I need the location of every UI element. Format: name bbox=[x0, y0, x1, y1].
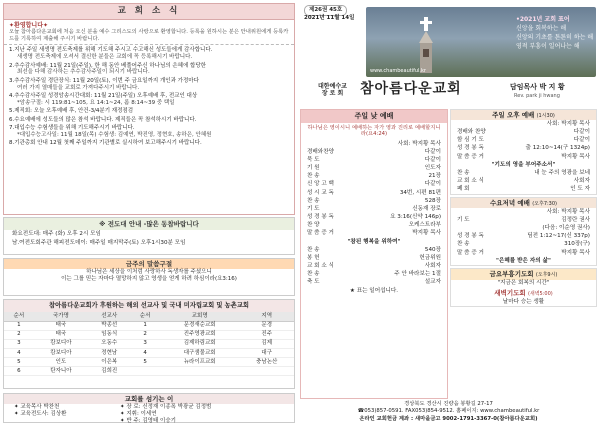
wednesday-order bbox=[451, 208, 596, 265]
notice-item-main: 2.추수감사예배: 11월 21일(주일), 한 해 동안 베풀어주신 하나님의 은혜에 합당한 bbox=[9, 62, 206, 69]
denomination-line: 대한예수교 bbox=[318, 83, 347, 90]
welcome-title: ✦환영합니다✦ bbox=[9, 21, 49, 29]
order-person: 인도자 bbox=[424, 165, 441, 172]
servants-grid bbox=[4, 404, 294, 424]
order-row bbox=[457, 249, 590, 257]
servants-left bbox=[4, 404, 120, 424]
notice-item bbox=[9, 140, 289, 147]
dawn-title: 새벽기도회 (새벽5:00) bbox=[451, 288, 596, 298]
mission-header-row bbox=[4, 312, 294, 321]
friday-prayer-section bbox=[450, 268, 597, 307]
right-column bbox=[300, 3, 597, 421]
order-row bbox=[457, 128, 590, 136]
weekly-verse-section bbox=[3, 258, 295, 296]
order-row bbox=[457, 145, 590, 153]
order-item: 축 도 bbox=[307, 279, 320, 286]
order-person: 34번, 시편 81편 bbox=[399, 189, 441, 196]
mission-row bbox=[4, 330, 294, 339]
mission-cell: 정현남 bbox=[88, 348, 130, 357]
mission-col-header: 지역 bbox=[239, 312, 294, 321]
mission-cell: 충남논산 bbox=[239, 357, 294, 366]
church-contact: ☎053)857-0591. FAX053)854-9512. 홈페이지: www.chambeautiful.kr bbox=[357, 408, 540, 415]
servants-right bbox=[120, 404, 294, 424]
issue-date: 2021년 11월 14일 bbox=[304, 15, 355, 21]
order-item: 폐 회 bbox=[457, 186, 470, 193]
order-item: 말 씀 증 거 bbox=[307, 230, 334, 237]
other-worship-column bbox=[450, 109, 597, 399]
notice-item bbox=[9, 63, 289, 77]
mission-cell: 4 bbox=[4, 348, 34, 357]
order-row bbox=[457, 233, 590, 241]
order-item: 찬 송 bbox=[307, 271, 320, 278]
order-row bbox=[457, 177, 590, 185]
motto-title: •2021년 교회 표어 bbox=[516, 16, 570, 23]
mission-col-header: 국가명 bbox=[34, 312, 89, 321]
order-row bbox=[457, 169, 590, 177]
order-item: 성 시 교 독 bbox=[307, 189, 334, 196]
church-footer bbox=[300, 401, 597, 421]
mission-cell: 5 bbox=[130, 357, 160, 366]
pastor-name-en: Rev. park ji hwang bbox=[514, 93, 560, 99]
notice-item-main: 8.기관총회 안내 12월 첫째 주일까지 기관별로 실시하여 보고해주시기 바랍니다. bbox=[9, 140, 202, 147]
order-row bbox=[307, 279, 441, 287]
order-row bbox=[307, 246, 441, 254]
notice-item bbox=[9, 47, 289, 61]
friday-line: "지금은 회복의 시간" bbox=[497, 280, 550, 287]
mission-cell: 문경새순교회 bbox=[160, 321, 239, 330]
servant-line: ✦ 교육목사 박찬천 bbox=[14, 404, 60, 411]
order-person: 주 안 바라보는 1절 bbox=[394, 271, 441, 278]
order-row bbox=[307, 148, 441, 156]
mission-row bbox=[4, 339, 294, 348]
order-row bbox=[307, 222, 441, 230]
mission-cell: 진주영광교회 bbox=[160, 330, 239, 339]
notice-item bbox=[9, 117, 289, 124]
notice-item-main: 7.대입수능 수험생들을 위해 기도해주시기 바랍니다. bbox=[9, 125, 135, 132]
mission-cell: 4 bbox=[130, 348, 160, 357]
evangelism-item: 남.여전도회주관 해피전도데이: 매주일 매지막주(토) 오후1시30분 모임 bbox=[12, 240, 186, 247]
photo-website: www.chambeautiful.kr bbox=[370, 67, 426, 74]
church-news-section bbox=[3, 3, 295, 215]
order-item: 신 앙 고 백 bbox=[307, 181, 334, 188]
order-item: 찬 송 bbox=[307, 173, 320, 180]
order-item: 말 씀 증 거 bbox=[457, 249, 484, 256]
notice-item-sub: 여러 가지 열매들을 교회로 가져다주시기 바랍니다. bbox=[17, 84, 140, 91]
mission-cell: 태국 bbox=[34, 321, 89, 330]
friday-line-wrap bbox=[451, 280, 596, 288]
welcome-text: 오늘 참아름다운교회에 처음 오신 분을 예수 그리스도의 사랑으로 환영합니다. 등록을 원하시는 분은 안내위원에게 등록카드를 기록하여 제출해 주시기 바랍니다. bbox=[9, 29, 289, 42]
order-item: 묵 도 bbox=[307, 156, 320, 163]
order-person: 박지황 목사 bbox=[561, 153, 590, 160]
mission-cell: 대구 bbox=[239, 348, 294, 357]
order-row bbox=[307, 230, 441, 238]
sunday-order bbox=[301, 140, 447, 295]
order-person: 요 3:16(신약 146p) bbox=[390, 214, 441, 221]
order-item: 경배와찬양 bbox=[307, 148, 335, 155]
welcome-block bbox=[4, 20, 294, 46]
sunday-worship-section bbox=[300, 109, 448, 399]
servant-line: ✦ 장 로: 신정재 이종폭 박광균 김정범 bbox=[120, 404, 212, 411]
order-row bbox=[307, 164, 441, 172]
mission-col-header: 순서 bbox=[4, 312, 34, 321]
weekly-verse-line: 하나님은 세상을 이처럼 사랑하사 독생자를 주셨으니 bbox=[86, 269, 212, 276]
order-person: 내 눈 주의 영광을 보네 bbox=[534, 169, 590, 176]
servant-line: ✦ 교육전도사: 김상환 bbox=[14, 411, 67, 417]
sunday-afternoon-section bbox=[450, 109, 597, 195]
mission-cell: 김제 bbox=[239, 339, 294, 348]
order-item: 교 회 소 식 bbox=[307, 263, 334, 270]
order-row bbox=[307, 214, 441, 222]
dawn-line: 날마다 승는 생활 bbox=[502, 298, 545, 305]
order-item: 함 심 기 도 bbox=[457, 137, 484, 144]
order-item: 봉 헌 bbox=[307, 254, 320, 261]
notice-item-main: 3.추수감사주일 경단장식: 11월 20일(토), 이번 주 금요일까지 개인과 가정마다 bbox=[9, 77, 199, 84]
mission-cell: 오동수 bbox=[88, 339, 130, 348]
weekly-verse-line: 이는 그를 믿는 자마다 멸망하지 않고 영생을 얻게 하려 하심이라(요3:16) bbox=[61, 276, 237, 282]
church-account: 온라인 교회헌금 계좌 : 새마을금고 9002-1791-3367-0(참아름다운교회) bbox=[359, 415, 538, 422]
mission-cell: 뉴라이프교회 bbox=[160, 357, 239, 366]
mission-cell: 캄보디아 bbox=[34, 339, 89, 348]
order-row bbox=[457, 216, 590, 224]
sunday-stand-note: ★ 표는 일어섭니다. bbox=[349, 287, 399, 294]
order-row bbox=[457, 153, 590, 161]
order-person: 신동재 장로 bbox=[412, 205, 441, 212]
order-person: 다같이 bbox=[573, 129, 590, 136]
mission-cell: 김희진 bbox=[88, 367, 130, 376]
order-row bbox=[307, 197, 441, 205]
worship-leader: 사회: 박지황 목사 bbox=[397, 140, 441, 147]
order-item: 찬 송 bbox=[457, 241, 470, 248]
mission-cell: 대구샘물교회 bbox=[160, 348, 239, 357]
mission-cell bbox=[160, 367, 239, 376]
mission-cell: 인도 bbox=[34, 357, 89, 366]
notice-item-sub: 새생명 전도축제에 오셔서 결신한 분들은 교회에 꼭 등록해시기 바랍니다. bbox=[17, 54, 193, 61]
order-item: 성 경 봉 독 bbox=[307, 214, 334, 221]
order-item: 찬 송 bbox=[307, 246, 320, 253]
motto-line: 신앙의 기초를 튼튼히 하는 해 bbox=[516, 34, 594, 41]
notice-list bbox=[4, 45, 294, 150]
order-item: 성 경 봉 독 bbox=[457, 145, 484, 152]
order-person: (다음: 이순영 권사) bbox=[542, 224, 590, 231]
mission-cell: 문경 bbox=[239, 321, 294, 330]
evangelism-section bbox=[3, 217, 295, 255]
mission-cell: 캄보디아 bbox=[34, 348, 89, 357]
notice-item-main: 4.추수감사주일 성경암송시간대회: 11월 21일(주일) 오후예배 후, 전교인 대상 bbox=[9, 93, 198, 100]
mission-cell: 2 bbox=[4, 330, 34, 339]
order-person: 인 도 자 bbox=[570, 186, 590, 193]
sunday-sermon-title: "참된 행복을 위하여" bbox=[347, 238, 401, 245]
masthead bbox=[300, 3, 597, 108]
notice-item-main: 1.지난 주일 새생명 전도축제를 위해 기도해 주시고 수고해신 성도들에게 감사합니다. bbox=[9, 47, 213, 54]
order-person: 540장 bbox=[424, 246, 441, 253]
order-person: 박지황 목사 bbox=[412, 230, 441, 237]
servant-line: ✦ 지휘: 이세연 bbox=[120, 411, 157, 417]
order-row bbox=[457, 186, 590, 194]
mission-cell: 박종선 bbox=[88, 321, 130, 330]
order-row bbox=[307, 263, 441, 271]
order-person: 박지황 목사 bbox=[561, 249, 590, 256]
mission-col-header: 선교사 bbox=[88, 312, 130, 321]
order-row bbox=[307, 189, 441, 197]
order-person: 다같이 bbox=[424, 148, 441, 155]
order-person: 528장 bbox=[424, 197, 441, 204]
church-news-title: 교 회 소 식 bbox=[117, 6, 181, 16]
notice-item bbox=[9, 108, 289, 115]
church-news-header bbox=[4, 4, 294, 20]
mission-cell: 이은복 bbox=[88, 357, 130, 366]
order-row bbox=[307, 173, 441, 181]
notice-item-sub: *암송구절: 시 119:81~105, 요 14:1~24, 롬 8:14~39 중 택일 bbox=[17, 99, 175, 106]
order-person: 다같이 bbox=[424, 156, 441, 163]
mission-cell: 탄자니아 bbox=[34, 367, 89, 376]
notice-item-sub: *대입수능고사일: 11월 18일(목) 수험생: 김예연, 박진영, 정현호, 송하은, 안혜원 bbox=[17, 131, 212, 138]
order-person: 다같이 bbox=[573, 137, 590, 144]
church-name-bar bbox=[300, 81, 597, 106]
mission-cell: 진주 bbox=[239, 330, 294, 339]
notice-item-main: 5.제직회: 오늘 오후예배 후, 안건-3/4분기 재정점검 bbox=[9, 108, 134, 115]
mission-cell: 3 bbox=[4, 339, 34, 348]
order-person: 310장(구) bbox=[564, 241, 590, 248]
church-motto bbox=[516, 15, 593, 51]
mission-row bbox=[4, 348, 294, 357]
order-person: 출 12:10~14(구 1324p) bbox=[525, 145, 590, 152]
motto-line: 영적 부흥이 일어나는 해 bbox=[516, 43, 580, 50]
order-row bbox=[307, 156, 441, 164]
worship-leader: 사회: 박지황 목사 bbox=[546, 208, 590, 215]
dawn-line-wrap bbox=[451, 298, 596, 306]
weekly-verse-title: 금주의 말씀구절 bbox=[4, 259, 294, 269]
order-person: 오케스트라부 bbox=[408, 222, 441, 229]
motto-line: 신앙을 회복하는 해 bbox=[516, 25, 567, 32]
mission-cell: 5 bbox=[4, 357, 34, 366]
order-item: 성 경 봉 독 bbox=[457, 233, 484, 240]
order-item: 기 도 bbox=[457, 216, 470, 223]
notice-item bbox=[9, 78, 289, 92]
order-row bbox=[307, 271, 441, 279]
church-photo bbox=[366, 7, 596, 77]
order-row bbox=[457, 224, 590, 232]
order-person: 21장 bbox=[428, 173, 441, 180]
order-person: 헌금위원 bbox=[419, 254, 441, 261]
sunday-pm-order bbox=[451, 120, 596, 194]
order-item: 말 씀 증 거 bbox=[457, 153, 484, 160]
notice-item bbox=[9, 125, 289, 139]
servants-title: 교회를 섬기는 이 bbox=[4, 394, 294, 404]
issue-number: 제26권 45호 bbox=[304, 5, 347, 16]
mission-col-header: 교회명 bbox=[160, 312, 239, 321]
order-row bbox=[307, 181, 441, 189]
sunday-worship-verse: 하나님은 영이시니 예배하는 자가 영과 진리로 예배할지니라(요4:24) bbox=[307, 124, 441, 138]
order-item: 기 도 bbox=[307, 205, 320, 212]
notice-item bbox=[9, 93, 289, 107]
mission-cell: 임동식 bbox=[88, 330, 130, 339]
sunday-worship-title: 주일 낮 예배 bbox=[301, 110, 447, 123]
worship-leader: 사회: 박지황 목사 bbox=[546, 120, 590, 127]
wednesday-sermon-title: "은혜를 받은 자의 삶" bbox=[496, 257, 551, 264]
mission-cell: 1 bbox=[4, 321, 34, 330]
church-name: 참아름다운교회 bbox=[360, 81, 462, 97]
pastor-name: 담임목사 박 지 황 bbox=[510, 83, 565, 91]
sunday-pm-title: 주일 오후 예배 (1시30) bbox=[451, 110, 596, 120]
order-row bbox=[457, 137, 590, 145]
notice-item-sub: 최선을 다해 감사하는 추수감사주일이 되시기 바랍니다. bbox=[17, 69, 150, 76]
mission-cell: 1 bbox=[130, 321, 160, 330]
mission-row bbox=[4, 321, 294, 330]
denomination bbox=[318, 83, 347, 97]
evangelism-title: ※ 전도대 안내 -많은 동참바랍니다 bbox=[4, 218, 294, 230]
church-steeple-icon bbox=[416, 17, 436, 73]
order-item: 찬 송 bbox=[457, 169, 470, 176]
mission-cell: 태국 bbox=[34, 330, 89, 339]
church-servants-section bbox=[3, 393, 295, 423]
evangelism-item: 화요전도대: 매주 (화) 오후 2시 모임 bbox=[12, 231, 101, 238]
order-item: 경배와 찬양 bbox=[457, 129, 486, 136]
order-person: 설교자 bbox=[424, 279, 441, 286]
pm-sermon-title: "기도의 영을 부어주소서" bbox=[491, 161, 556, 168]
mission-row bbox=[4, 357, 294, 366]
order-person: 다같이 bbox=[424, 181, 441, 188]
mission-cell bbox=[130, 367, 160, 376]
notice-item-main: 6.수요예배에 성도들의 많은 참석 바랍니다. 제직들은 꼭 참석하시기 바랍니다. bbox=[9, 116, 197, 123]
wednesday-title: 수요저녁 예배 (오후7:30) bbox=[451, 198, 596, 208]
left-column bbox=[3, 3, 295, 424]
mission-cell: 김제하림교회 bbox=[160, 339, 239, 348]
friday-title: 금요부흥기도회 (오후9시) bbox=[451, 269, 596, 279]
mission-table bbox=[4, 312, 294, 376]
mission-cell: 3 bbox=[130, 339, 160, 348]
mission-title: 참아름다운교회가 후원하는 해외 선교사 및 국내 미자립교회 및 농촌교회 bbox=[4, 300, 294, 312]
denomination-line: 장 로 회 bbox=[321, 90, 344, 98]
order-person: 사회자 bbox=[424, 263, 441, 270]
order-row bbox=[457, 241, 590, 249]
mission-cell: 2 bbox=[130, 330, 160, 339]
order-item: 찬 양 bbox=[307, 222, 320, 229]
servant-line: ✦ 반 주: 김영태 이승기 bbox=[120, 417, 176, 424]
mission-col-header: 순서 bbox=[130, 312, 160, 321]
mission-row bbox=[4, 367, 294, 376]
order-person: 사회자 bbox=[573, 178, 590, 185]
order-item: 기 원 bbox=[307, 165, 320, 172]
church-address: 경상북도 경산시 진량읍 봉황길 27-17 bbox=[404, 401, 493, 407]
order-person: 딤전 1:12~17(신 337p) bbox=[527, 233, 590, 240]
mission-support-section bbox=[3, 299, 295, 389]
order-row bbox=[307, 205, 441, 213]
order-item: 교 회 소 식 bbox=[457, 178, 484, 185]
order-item: 찬 송 bbox=[307, 197, 320, 204]
mission-cell bbox=[239, 367, 294, 376]
order-person: 김정란 권사 bbox=[561, 216, 590, 223]
wednesday-worship-section bbox=[450, 197, 597, 266]
order-row bbox=[307, 254, 441, 262]
mission-cell: 6 bbox=[4, 367, 34, 376]
